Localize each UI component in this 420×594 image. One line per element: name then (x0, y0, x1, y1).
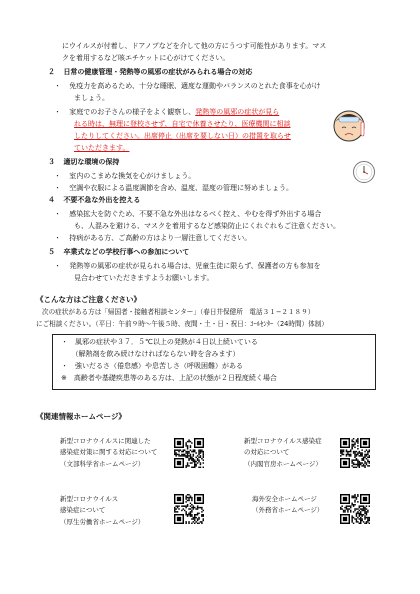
section-2-bullet-1-line-1: 免疫力を高めるため、十分な睡眠、適度な運動やバランスのとれた食事を心がけ (69, 82, 321, 90)
section-2-bullet-1 (54, 81, 321, 91)
bullet-mark: ・ (54, 234, 61, 242)
bullet-mark: ・ (54, 108, 61, 116)
section-2-bullet-2-line-1-red: 発熱等の風邪の症状が見ら (195, 108, 280, 116)
intro-line-2: クを着用するなど咳エチケットに心がけてください。 (62, 54, 230, 62)
bullet-mark: ・ (54, 172, 61, 180)
link-cabinet-line-3: （内閣官房ホームページ） (244, 459, 322, 468)
link-mhlw-line-1: 新型コロナウイルス (60, 495, 119, 503)
section-4-bullet-2-text: 持病がある方、ご高齢の方はより一層注意してください。 (69, 234, 252, 242)
symptom-line-4: ※ 高齢者や基礎疾患等のある方は、上記の状態が２日程度続く場合 (61, 374, 277, 382)
section-2-bullet-2 (54, 107, 279, 117)
section-5-bullet-1-line-1: 発熱等の風邪の症状が見られる場合は、児童生徒に限らず、保護者の方も参加を (69, 262, 321, 270)
section-3-bullet-1-text: 室内のこまめな換気を心がけましょう。 (69, 172, 196, 180)
section-3-bullet-2-text: 空調や衣服による温度調節を含め、温度、湿度の管理に努めましょう。 (69, 184, 293, 192)
qr-code-icon[interactable] (340, 494, 370, 524)
link-cabinet-line-2: の対応について (244, 448, 290, 457)
consult-line-1: 次の症状がある方は「帰国者・接触者相談センター」（春日井保健所 電話３１−２１８９） (42, 308, 315, 316)
section-3-title: 適切な環境の保持 (63, 158, 120, 166)
section-4-bullet-1 (54, 209, 321, 219)
section-3-heading (48, 157, 119, 167)
section-5-bullet-1-line-2: 見合わせていただきますようお願いします。 (74, 274, 214, 282)
section-2-bullet-2-line-4: ていただきます。 (74, 144, 130, 152)
section-4-title: 不要不急な外出を控える (63, 196, 141, 204)
bullet-mark: ・ (54, 262, 61, 270)
section-5-number: ５ (48, 248, 55, 256)
link-item-mofa[interactable] (252, 494, 323, 517)
sick-child-icon (330, 108, 368, 144)
section-2-number: ２ (48, 68, 55, 76)
link-item-mext[interactable] (60, 436, 157, 470)
section-4-bullet-2 (54, 233, 251, 243)
link-mofa-line-2: （外務省ホームページ） (252, 506, 324, 515)
section-2-bullet-2-line-2: れる時は、無理に登校させず、自宅で休養させたり、医療機関に相談 (74, 120, 291, 128)
symptom-line-2: （解熱剤を飲み続けなければならない時を含みます） (61, 350, 240, 358)
section-4-bullet-1-line-1: 感染拡大を防ぐため、不要不急な外出はなるべく控え、やむを得ず外出する場合 (69, 210, 322, 218)
section-2-bullet-2-line-1-pre: 家庭でのお子さんの様子をよく観察し、 (69, 108, 196, 116)
bullet-mark: ・ (54, 184, 61, 192)
consult-heading: 《こんな方はご注意ください》 (36, 295, 141, 304)
link-item-mhlw[interactable] (60, 494, 144, 528)
section-5-heading (48, 247, 189, 257)
section-5-title: 卒業式などの学校行事への参加について (63, 248, 190, 256)
link-cabinet-line-1: 新型コロナウイルス感染症 (244, 437, 322, 445)
section-3-bullet-1 (54, 171, 195, 181)
link-mext-line-2: 感染症対策に関する対応について (60, 448, 158, 457)
links-heading: 《関連情報ホームページ》 (36, 412, 126, 421)
section-2-title: 日常の健康管理・発熱等の風邪の症状がみられる場合の対応 (63, 68, 253, 76)
clock-icon (352, 160, 376, 184)
section-2-bullet-1-line-2: ましょう。 (74, 94, 109, 102)
bullet-mark: ・ (54, 82, 61, 90)
qr-code-icon[interactable] (174, 494, 204, 524)
link-mofa-line-1: 海外安全ホームページ (252, 495, 317, 503)
link-mext-line-1: 新型コロナウイルスに関連した (60, 437, 151, 445)
link-mext-line-3: （文部科学省ホームページ） (60, 459, 145, 468)
symptom-box (52, 334, 376, 390)
section-4-number: ４ (48, 196, 55, 204)
link-mhlw-line-3: （厚生労働省ホームページ） (60, 517, 145, 526)
symptom-line-3: ・ 強いだるさ（倦怠感）や息苦しさ（呼吸困難）がある (61, 362, 243, 370)
qr-code-icon[interactable] (340, 438, 370, 468)
section-4-bullet-1-line-2: も、人混みを避ける、マスクを着用するなど感染防止にくれぐれもご注意ください。 (74, 222, 340, 230)
section-2-heading (48, 67, 252, 77)
qr-code-icon[interactable] (174, 438, 204, 468)
link-mhlw-line-2: 感染症について (60, 506, 106, 515)
section-4-heading (48, 195, 140, 205)
section-5-bullet-1 (54, 261, 321, 271)
symptom-line-1: ・ 風邪の症状や３７．５℃以上の発熱が４日以上続いている (61, 338, 258, 346)
section-3-bullet-2 (54, 183, 293, 193)
section-3-number: ３ (48, 158, 55, 166)
intro-line-1: にウイルスが付着し、ドアノブなどを介して他の方にうつす可能性があります。マス (62, 42, 327, 50)
link-item-cabinet[interactable] (244, 436, 322, 470)
section-2-bullet-2-line-3: したりしてください。出席停止（出席を要しない日）の措置を取らせ (74, 132, 291, 140)
consult-line-2: にご相談ください。（平日：午前９時〜午後５時、夜間・土・日・祝日：ｺｰﾙｾﾝﾀｰ（24時間）体制） (36, 320, 328, 328)
bullet-mark: ・ (54, 210, 61, 218)
